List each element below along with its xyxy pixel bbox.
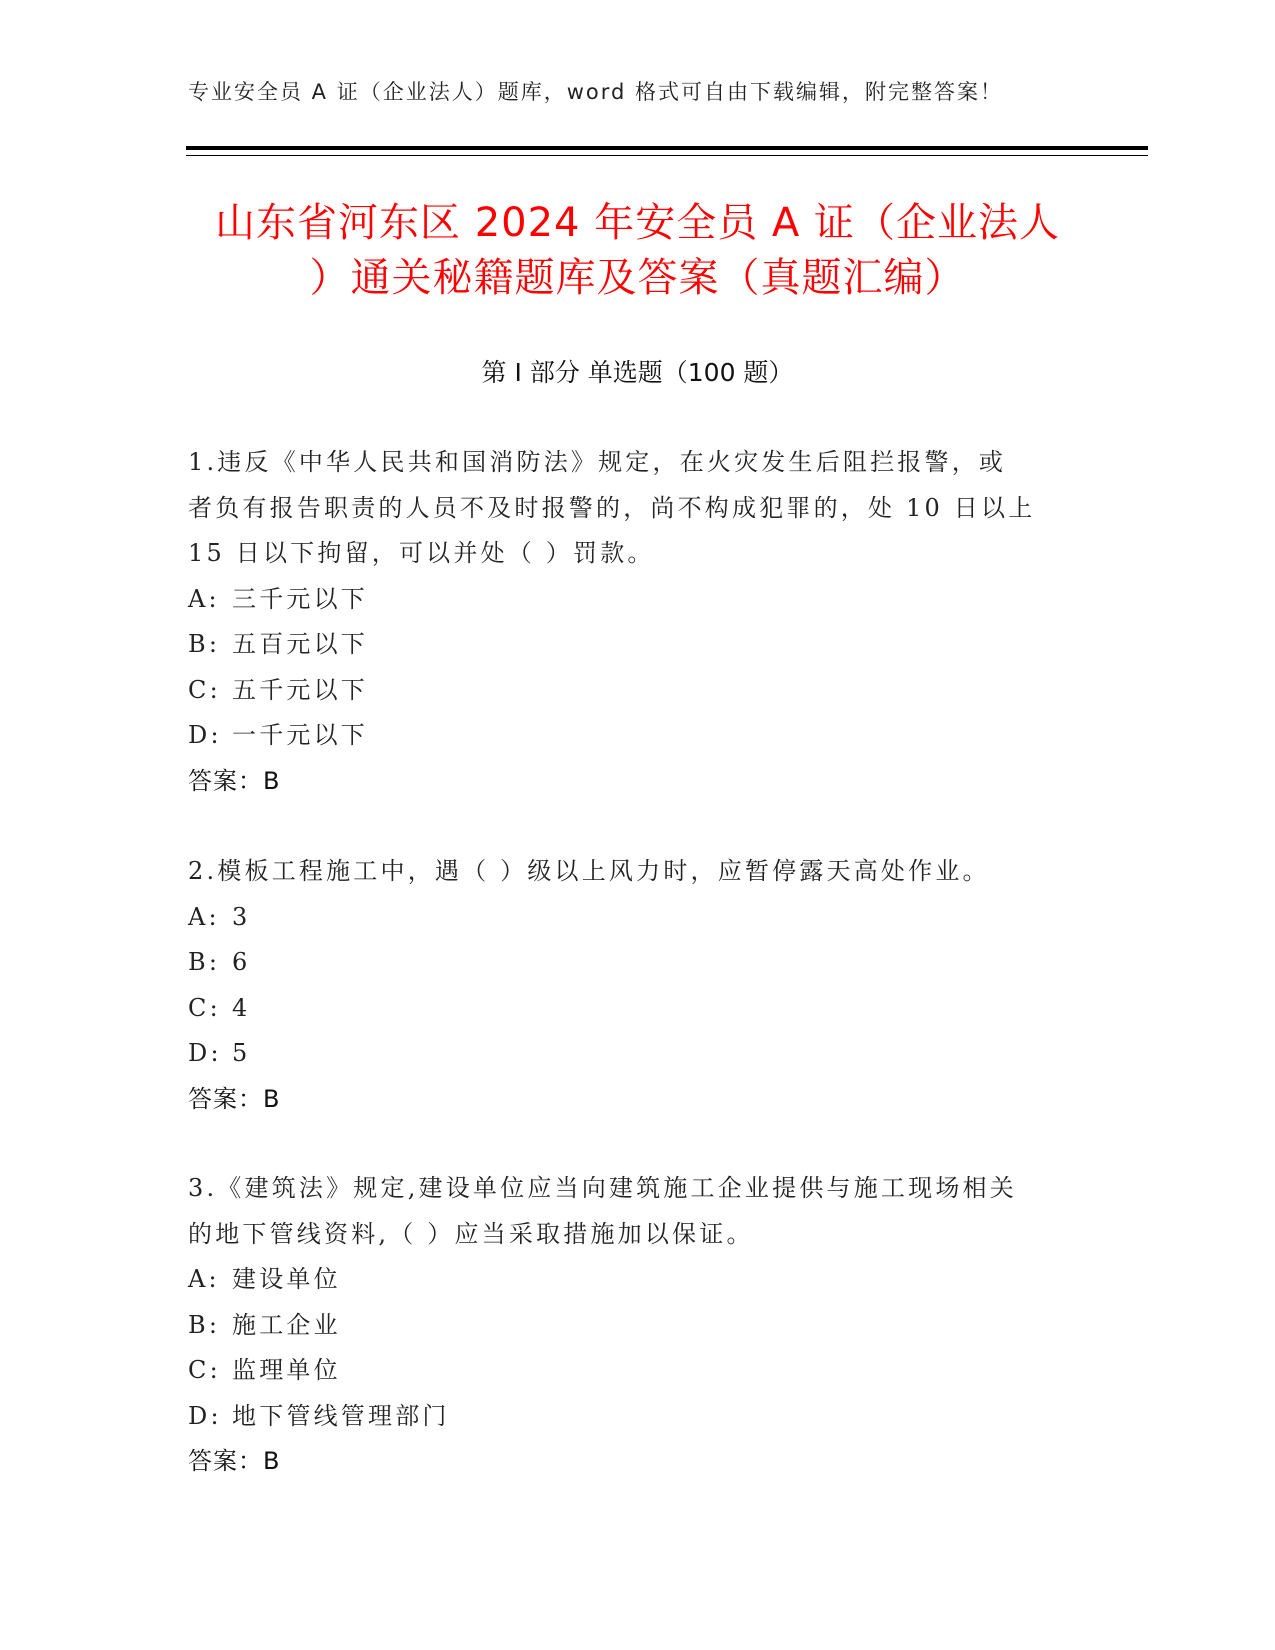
option-c xyxy=(188,1348,1088,1394)
option-b xyxy=(188,940,1088,986)
question-text-line: 15 日以下拘留，可以并处（ ）罚款。 xyxy=(188,539,655,567)
question-text-line: 3.《建筑法》规定,建设单位应当向建筑施工企业提供与施工现场相关 xyxy=(188,1174,1017,1202)
option-key: C: xyxy=(188,675,221,704)
option-key: B: xyxy=(188,630,221,658)
option-text: 5 xyxy=(232,1039,251,1067)
option-text: 建设单位 xyxy=(232,1265,341,1293)
option-c xyxy=(188,668,1088,714)
option-c xyxy=(188,986,1088,1032)
option-d xyxy=(188,1031,1088,1077)
option-key: B: xyxy=(188,1310,221,1339)
document-title-line-2: ）通关秘籍题库及答案（真题汇编） xyxy=(309,255,966,301)
option-d xyxy=(188,713,1088,759)
option-text: 4 xyxy=(232,993,251,1022)
answer-line: 答案：B xyxy=(188,1084,281,1113)
option-text: 地下管线管理部门 xyxy=(232,1401,450,1430)
question-text-line: 的地下管线资料,（ ）应当采取措施加以保证。 xyxy=(188,1219,754,1248)
option-key: C: xyxy=(188,1356,221,1384)
option-key: A: xyxy=(188,584,220,613)
header-rule-thin xyxy=(186,155,1148,156)
option-key: C: xyxy=(188,993,221,1022)
option-text: 五百元以下 xyxy=(232,630,368,658)
option-text: 6 xyxy=(232,948,251,976)
option-d xyxy=(188,1394,1088,1440)
option-a xyxy=(188,895,1088,941)
question-3 xyxy=(188,1166,1088,1485)
document-title-line-1: 山东省河东区 2024 年安全员 A 证（企业法人 xyxy=(214,200,1061,246)
answer-line: 答案：B xyxy=(188,766,281,795)
option-b xyxy=(188,622,1088,668)
option-text: 五千元以下 xyxy=(232,675,368,704)
document-title xyxy=(150,196,1125,306)
header-note: 专业安全员 A 证（企业法人）题库，word 格式可自由下载编辑，附完整答案！ xyxy=(188,80,1004,104)
option-key: D: xyxy=(188,1401,222,1430)
section-heading: 第 I 部分 单选题（100 题） xyxy=(481,358,794,387)
question-2 xyxy=(188,849,1088,1122)
option-key: B: xyxy=(188,948,221,976)
question-1 xyxy=(188,440,1088,804)
option-key: D: xyxy=(188,721,222,749)
option-key: A: xyxy=(188,902,220,931)
option-text: 一千元以下 xyxy=(232,721,368,749)
option-a xyxy=(188,1257,1088,1303)
option-a xyxy=(188,577,1088,623)
question-text-line: 1.违反《中华人民共和国消防法》规定，在火灾发生后阻拦报警，或 xyxy=(188,448,1007,476)
option-b xyxy=(188,1303,1088,1349)
question-text-line: 者负有报告职责的人员不及时报警的，尚不构成犯罪的，处 10 日以上 xyxy=(188,493,1036,522)
option-key: D: xyxy=(188,1039,222,1067)
option-text: 监理单位 xyxy=(232,1356,341,1384)
option-text: 施工企业 xyxy=(232,1310,341,1339)
option-text: 三千元以下 xyxy=(232,584,368,613)
option-key: A: xyxy=(188,1265,220,1293)
option-text: 3 xyxy=(232,902,251,931)
question-text-line: 2.模板工程施工中，遇（ ）级以上风力时，应暂停露天高处作业。 xyxy=(188,857,990,885)
header-rule-thick xyxy=(186,146,1148,150)
answer-line: 答案：B xyxy=(188,1447,281,1475)
